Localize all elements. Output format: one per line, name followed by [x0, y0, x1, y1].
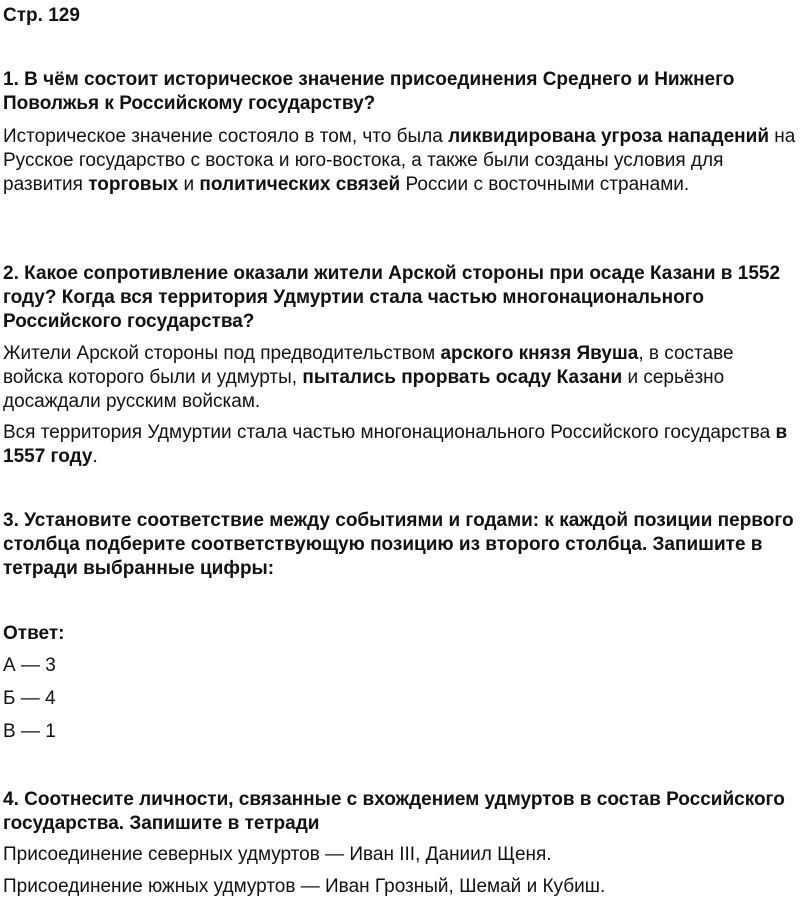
- answer-text: Жители Арской стороны под предводительством: [3, 343, 441, 364]
- answer-text: Историческое значение состояло в том, что была: [3, 126, 449, 147]
- question-2-heading: 2. Какое сопротивление оказали жители Арской стороны при осаде Казани в 1552 году? Когда вся территория Удмуртии стала частью многонационального Российского государства?: [3, 263, 781, 332]
- answer-text: России с восточными странами.: [400, 174, 690, 195]
- answer-emphasis: в 1557 году: [3, 422, 788, 467]
- page-number-heading: Стр. 129: [3, 5, 80, 26]
- answer-emphasis: арского князя Явуша: [440, 343, 639, 364]
- question-4-answer-line-2: Присоединение южных удмуртов — Иван Грозный, Шемай и Кубиш.: [3, 876, 606, 897]
- answer-text: и: [178, 174, 200, 195]
- answer-item: Б — 4: [3, 688, 56, 709]
- answer-emphasis: торговых: [88, 174, 179, 195]
- answer-text: и серьёзно досаждали русским войскам.: [3, 367, 725, 412]
- question-1-answer: [3, 125, 797, 197]
- answer-text: на Русское государство с востока и юго-востока, а также были созданы условия для развития: [3, 126, 796, 195]
- answer-label: Ответ:: [3, 623, 65, 644]
- question-2-answer-1: [3, 342, 797, 414]
- question-2-answer-2: [3, 421, 797, 469]
- answer-text: Вся территория Удмуртии стала частью многонационального Российского государства: [3, 422, 776, 443]
- question-4-heading: 4. Соотнесите личности, связанные с вхождением удмуртов в состав Российского государства. Запишите в тетради: [3, 789, 785, 834]
- answer-emphasis: политических связей: [199, 174, 401, 195]
- answer-text: .: [92, 446, 98, 467]
- answer-emphasis: пытались прорвать осаду Казани: [302, 367, 623, 388]
- answer-emphasis: ликвидирована угроза нападений: [448, 126, 770, 147]
- answer-text: , в составе войска которого были и удмурты,: [3, 343, 734, 388]
- answer-item: А — 3: [3, 655, 56, 676]
- question-1-heading: 1. В чём состоит историческое значение присоединения Среднего и Нижнего Поволжья к Российскому государству?: [3, 69, 735, 114]
- answer-item: В — 1: [3, 721, 56, 742]
- question-4-answer-line-1: Присоединение северных удмуртов — Иван III, Даниил Щеня.: [3, 844, 552, 865]
- question-3-heading: 3. Установите соответствие между событиями и годами: к каждой позиции первого столбца подберите соответствующую позицию из второго столбца. Запишите в тетради выбранные цифры:: [3, 510, 794, 579]
